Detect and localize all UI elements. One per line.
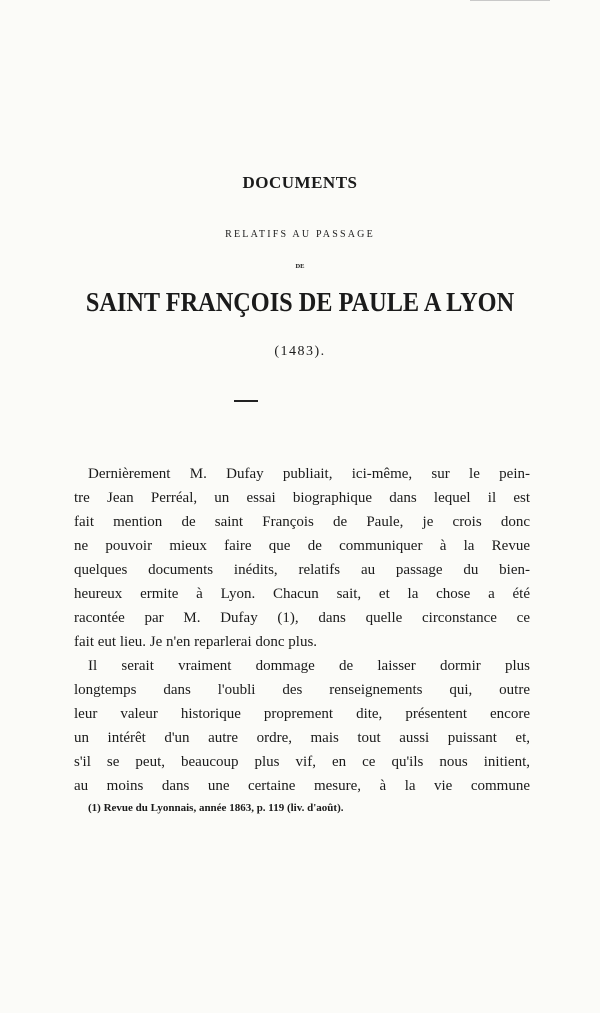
body-line: ne pouvoir mieux faire que de communiquer à la Revue [74,538,530,554]
heading-title: DOCUMENTS [242,173,358,192]
main-title: SAINT FRANÇOIS DE PAULE A LYON [85,287,515,317]
body-line: Il serait vraiment dommage de laisser dormir plus [88,658,530,674]
page-edge-mark [470,0,550,1]
body-line: au moins dans une certaine mesure, à la vie commune [74,778,530,794]
section-divider [234,400,258,402]
heading-year: (1483). [274,344,326,359]
body-line: s'il se peut, beaucoup plus vif, en ce qu'ils nous initient, [74,754,530,770]
body-line: fait eut lieu. Je n'en reparlerai donc plus. [74,634,318,650]
body-text [74,462,530,798]
footnote: (1) Revue du Lyonnais, année 1863, p. 119 (liv. d'août). [88,802,344,814]
heading-subtitle: RELATIFS AU PASSAGE [225,229,375,240]
body-line: un intérêt d'un autre ordre, mais tout aussi puissant et, [74,730,530,746]
body-line: longtemps dans l'oubli des renseignements qui, outre [74,682,530,698]
body-line: Dernièrement M. Dufay publiait, ici-même, sur le pein- [88,466,530,482]
body-line: fait mention de saint François de Paule, je crois donc [74,514,530,530]
body-line: leur valeur historique proprement dite, présentent encore [74,706,530,722]
heading-connector: DE [295,263,305,270]
body-line: racontée par M. Dufay (1), dans quelle circonstance ce [74,610,530,626]
body-line: heureux ermite à Lyon. Chacun sait, et la chose a été [74,586,530,602]
body-line: quelques documents inédits, relatifs au passage du bien- [74,562,530,578]
body-line: tre Jean Perréal, un essai biographique dans lequel il est [74,490,530,506]
